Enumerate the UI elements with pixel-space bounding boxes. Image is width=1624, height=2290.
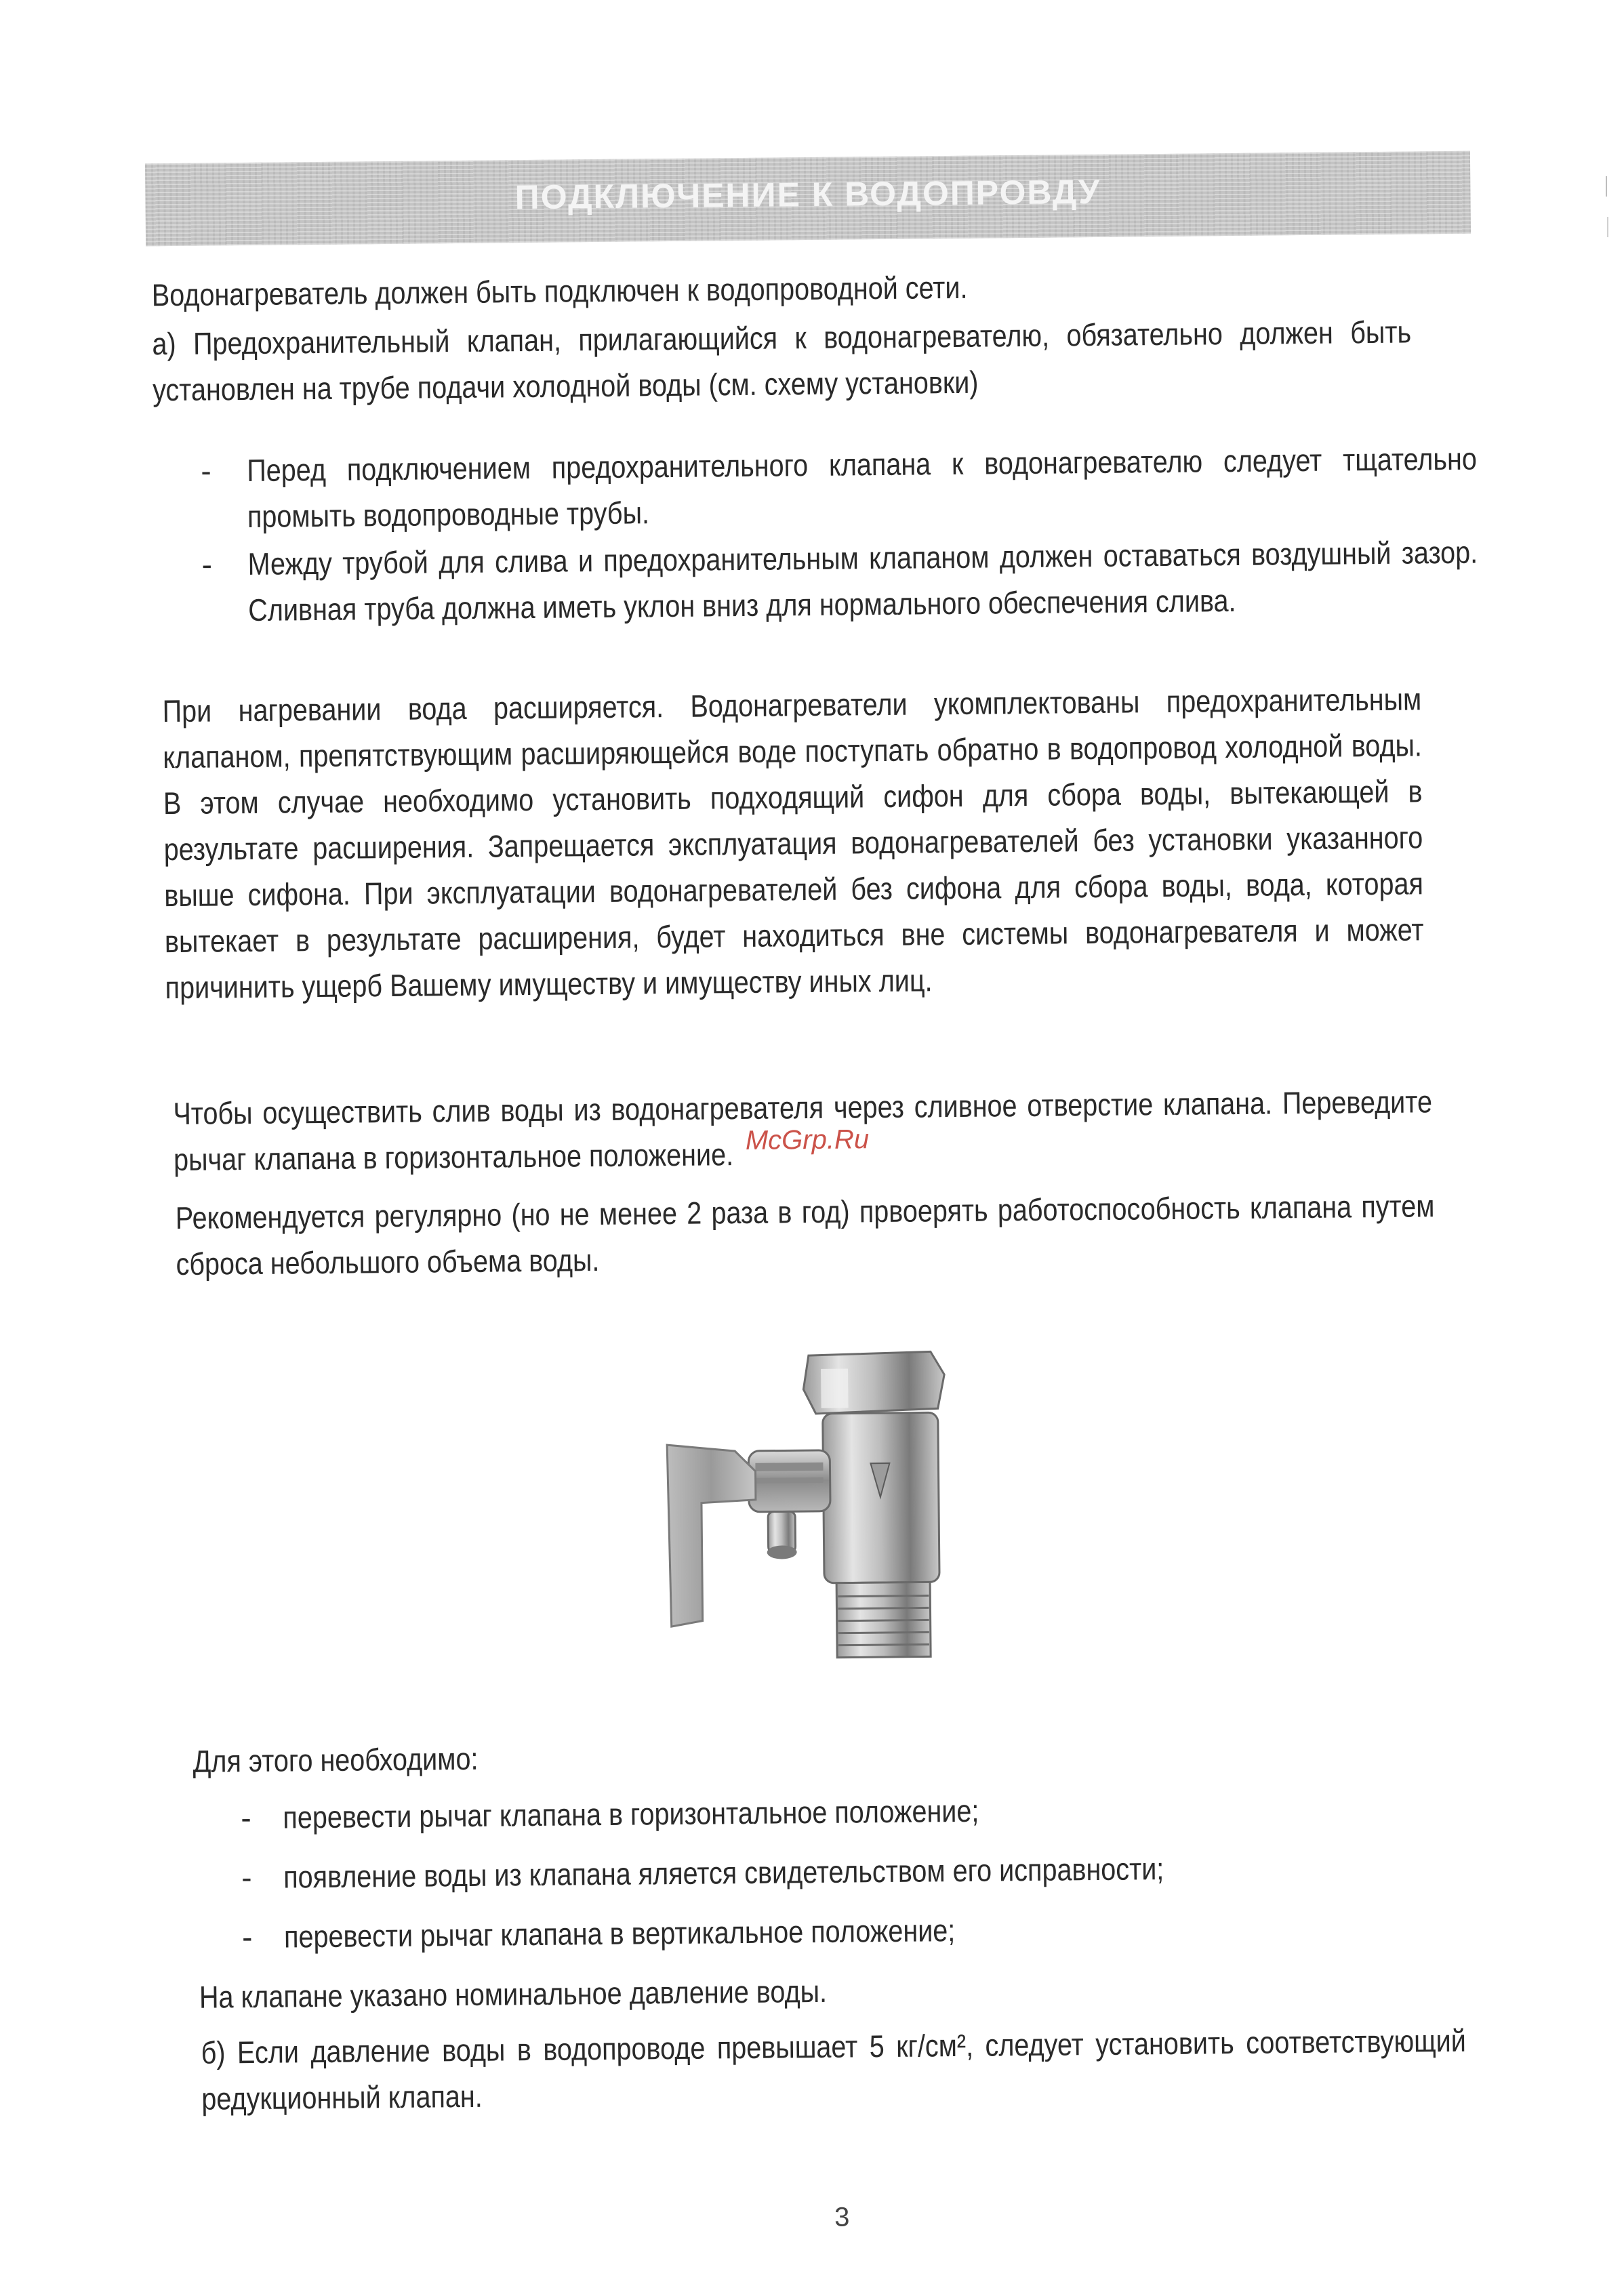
step-dash: -: [241, 1860, 252, 1896]
page-number: 3: [834, 2202, 850, 2232]
item-a-paragraph: а) Предохранительный клапан, прилагающийся к водонагревателю, обязательно должен быть установлен на трубе подачи холодной воды (см. схему установки): [152, 314, 1412, 408]
scan-margin-marks: [1600, 169, 1613, 251]
step-item: [241, 1782, 1529, 1841]
section-header-band: [145, 151, 1471, 247]
step-text: появление воды из клапана яляется свидетельством его исправности;: [283, 1851, 1164, 1895]
bullet-item: [201, 435, 1489, 539]
step-text: перевести рычаг клапана в вертикальное положение;: [283, 1913, 956, 1955]
pressure-note: На клапане указано номинальное давление воды.: [199, 1973, 828, 2015]
section-title: ПОДКЛЮЧЕНИЕ К ВОДОПРОВДУ: [514, 172, 1101, 217]
step-dash: -: [241, 1919, 253, 1955]
bullet-dash: -: [201, 546, 213, 582]
step-item: [242, 1902, 1530, 1960]
watermark-text: McGrp.Ru: [745, 1124, 870, 1156]
bullet-text: Перед подключением предохранительного клапана к водонагревателю следует тщательно промыть водопроводные трубы.: [247, 441, 1478, 534]
step-text: перевести рычаг клапана в горизонтальное положение;: [283, 1793, 979, 1835]
check-paragraph: Рекомендуется регулярно (но не менее 2 раза в год) првоерять работоспособность клапана путем сброса небольшого объема воды.: [175, 1188, 1435, 1282]
bullet-dash: -: [201, 453, 211, 489]
expansion-paragraph: При нагревании вода расширяется. Водонагреватели укомплектованы предохранительным клапаном, препятствующим расширяющейся воде поступать обратно в водопровод холодной воды. В этом случае необходимо установить подходящий сифон для сбора воды, вытекающей в результате расширения. Запрещается эксплуатация водонагревателей без установки указанного выше сифона. При эксплуатации водонагревателей без сифона для сбора воды, вода, которая вытекает в результате расширения, будет находиться вне системы водонагревателя и может причинить ущерб Вашему имуществу и имуществу иных лиц.: [162, 681, 1424, 1006]
safety-valve-image: [653, 1347, 1008, 1669]
steps-intro: Для этого необходимо:: [192, 1740, 479, 1779]
step-dash: -: [241, 1800, 251, 1836]
step-item: [241, 1842, 1530, 1900]
intro-paragraph: Водонагреватель должен быть подключен к водопроводной сети.: [151, 269, 968, 313]
bullet-item: [201, 529, 1490, 679]
drain-paragraph: Чтобы осуществить слив воды из водонагревателя через сливное отверстие клапана. Переведите рычаг клапана в горизонтальное положение.: [173, 1084, 1433, 1178]
item-b-paragraph: б) Если давление воды в водопроводе превышает 5 кг/см², следует установить соответствующий редукционный клапан.: [201, 2022, 1467, 2117]
bullet-text: Между трубой для слива и предохранительным клапаном должен оставаться воздушный зазор. Сливная труба должна иметь уклон вниз для нормального обеспечения слива.: [247, 534, 1478, 628]
